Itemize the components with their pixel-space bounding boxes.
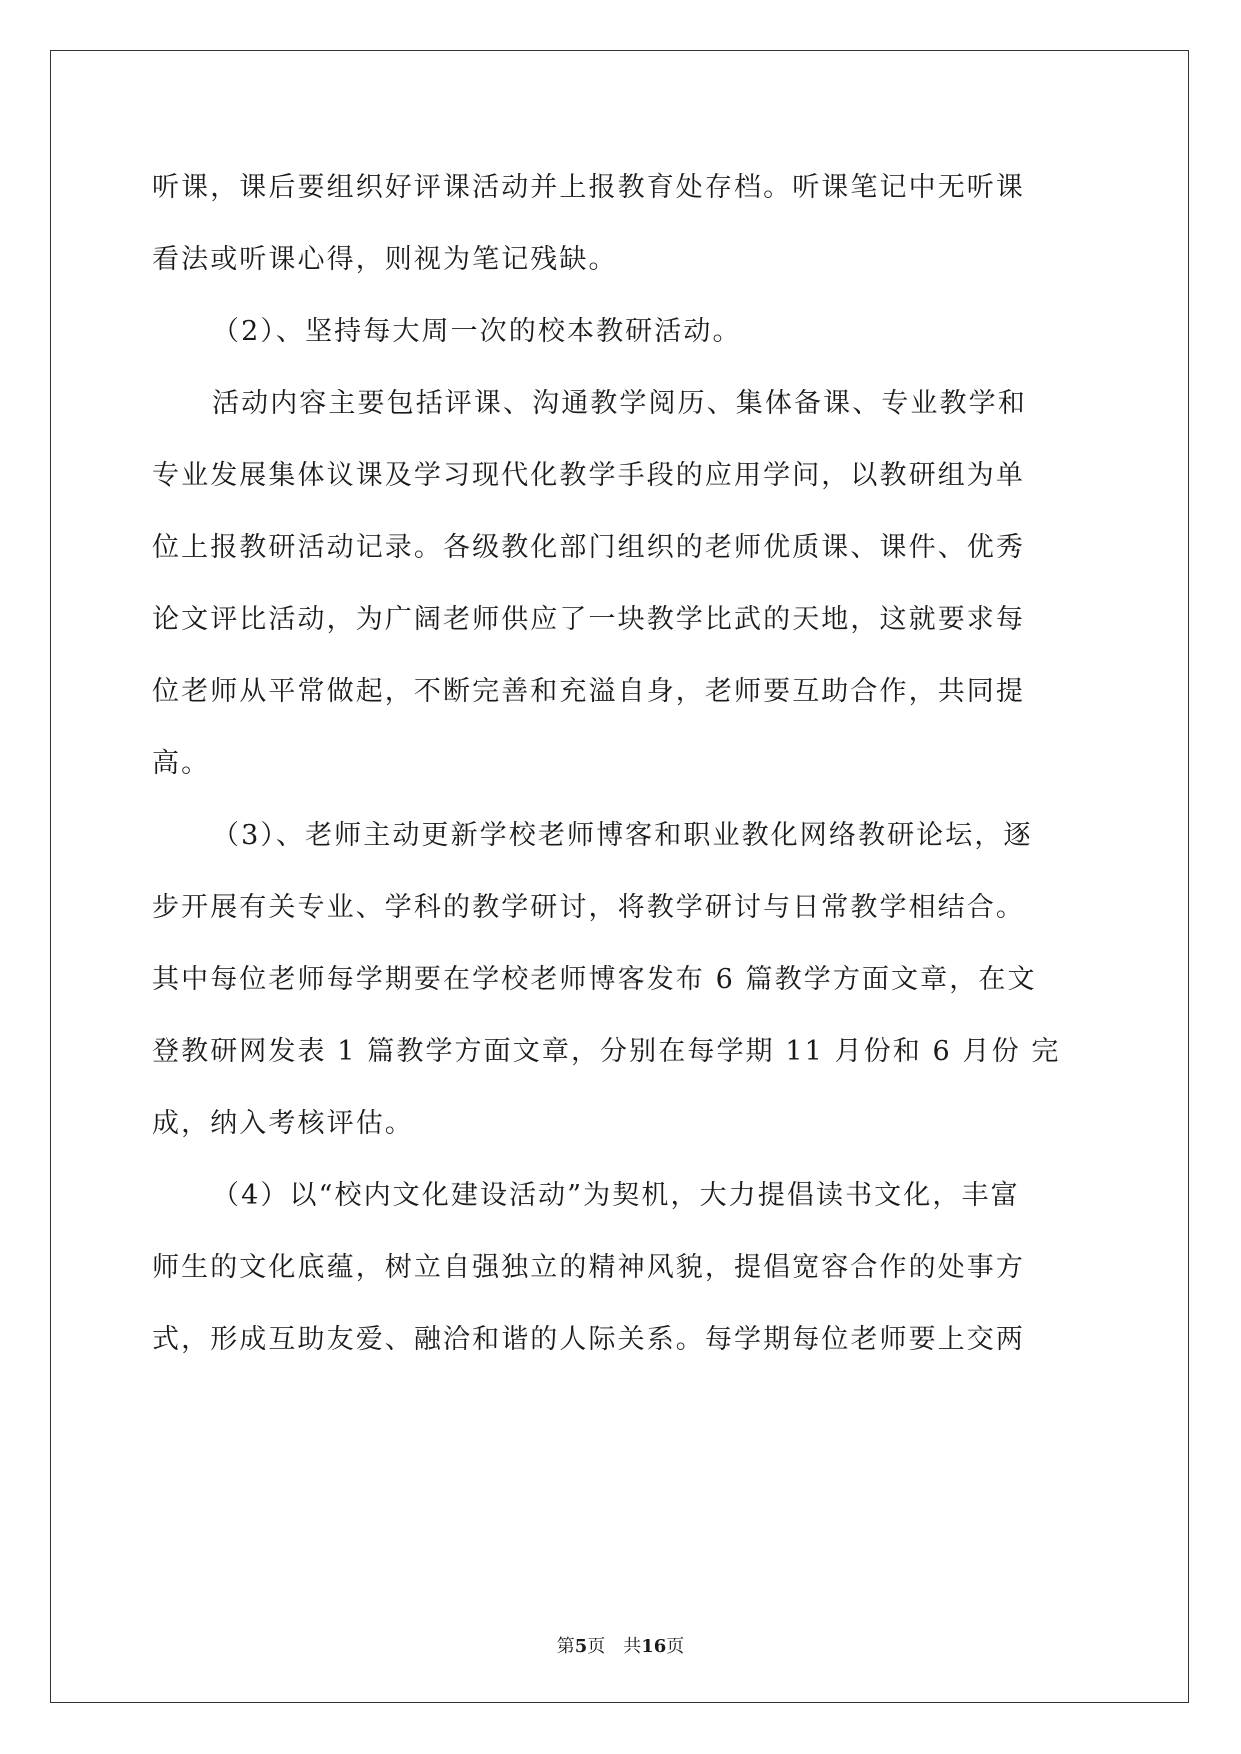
text-line: 登教研网发表 1 篇教学方面文章，分别在每学期 11 月份和 6 月份 完: [152, 1036, 1061, 1067]
section-heading: （4）以“校内文化建设活动”为契机，大力提倡读书文化，丰富: [212, 1180, 1020, 1211]
page-footer: [0, 1632, 1241, 1658]
text-line: 看法或听课心得，则视为笔记残缺。: [152, 244, 618, 275]
text-line: 其中每位老师每学期要在学校老师博客发布 6 篇教学方面文章，在文: [152, 964, 1037, 995]
document-body: [152, 160, 1082, 1384]
text-line: 论文评比活动，为广阔老师供应了一块教学比武的天地，这就要求每: [152, 604, 1025, 635]
text-line: 位上报教研活动记录。各级教化部门组织的老师优质课、课件、优秀: [152, 532, 1025, 563]
total-pages: 16: [641, 1636, 667, 1657]
section-heading: （2）、坚持每大周一次的校本教研活动。: [212, 316, 742, 347]
text-line: 听课，课后要组织好评课活动并上报教育处存档。听课笔记中无听课: [152, 172, 1025, 203]
page-number: 5: [574, 1636, 588, 1657]
section-heading: （3）、老师主动更新学校老师博客和职业教化网络教研论坛，逐: [212, 820, 1033, 851]
text-line: 师生的文化底蕴，树立自强独立的精神风貌，提倡宽容合作的处事方: [152, 1252, 1025, 1283]
text-line: 位老师从平常做起，不断完善和充溢自身，老师要互助合作，共同提: [152, 676, 1025, 707]
text-line: 成，纳入考核评估。: [152, 1108, 414, 1139]
text-line: 专业发展集体议课及学习现代化教学手段的应用学问，以教研组为单: [152, 460, 1025, 491]
text-line: 式，形成互助友爱、融洽和谐的人际关系。每学期每位老师要上交两: [152, 1324, 1025, 1355]
text-line: 活动内容主要包括评课、沟通教学阅历、集体备课、专业教学和: [212, 388, 1027, 419]
text-line: 步开展有关专业、学科的教学研讨，将教学研讨与日常教学相结合。: [152, 892, 1025, 923]
footer-prefix: 第: [556, 1636, 575, 1657]
footer-total-prefix: 共: [623, 1636, 642, 1657]
text-line: 高。: [152, 748, 211, 779]
footer-page-suffix: 页: [587, 1636, 606, 1657]
footer-total-suffix: 页: [666, 1636, 685, 1657]
